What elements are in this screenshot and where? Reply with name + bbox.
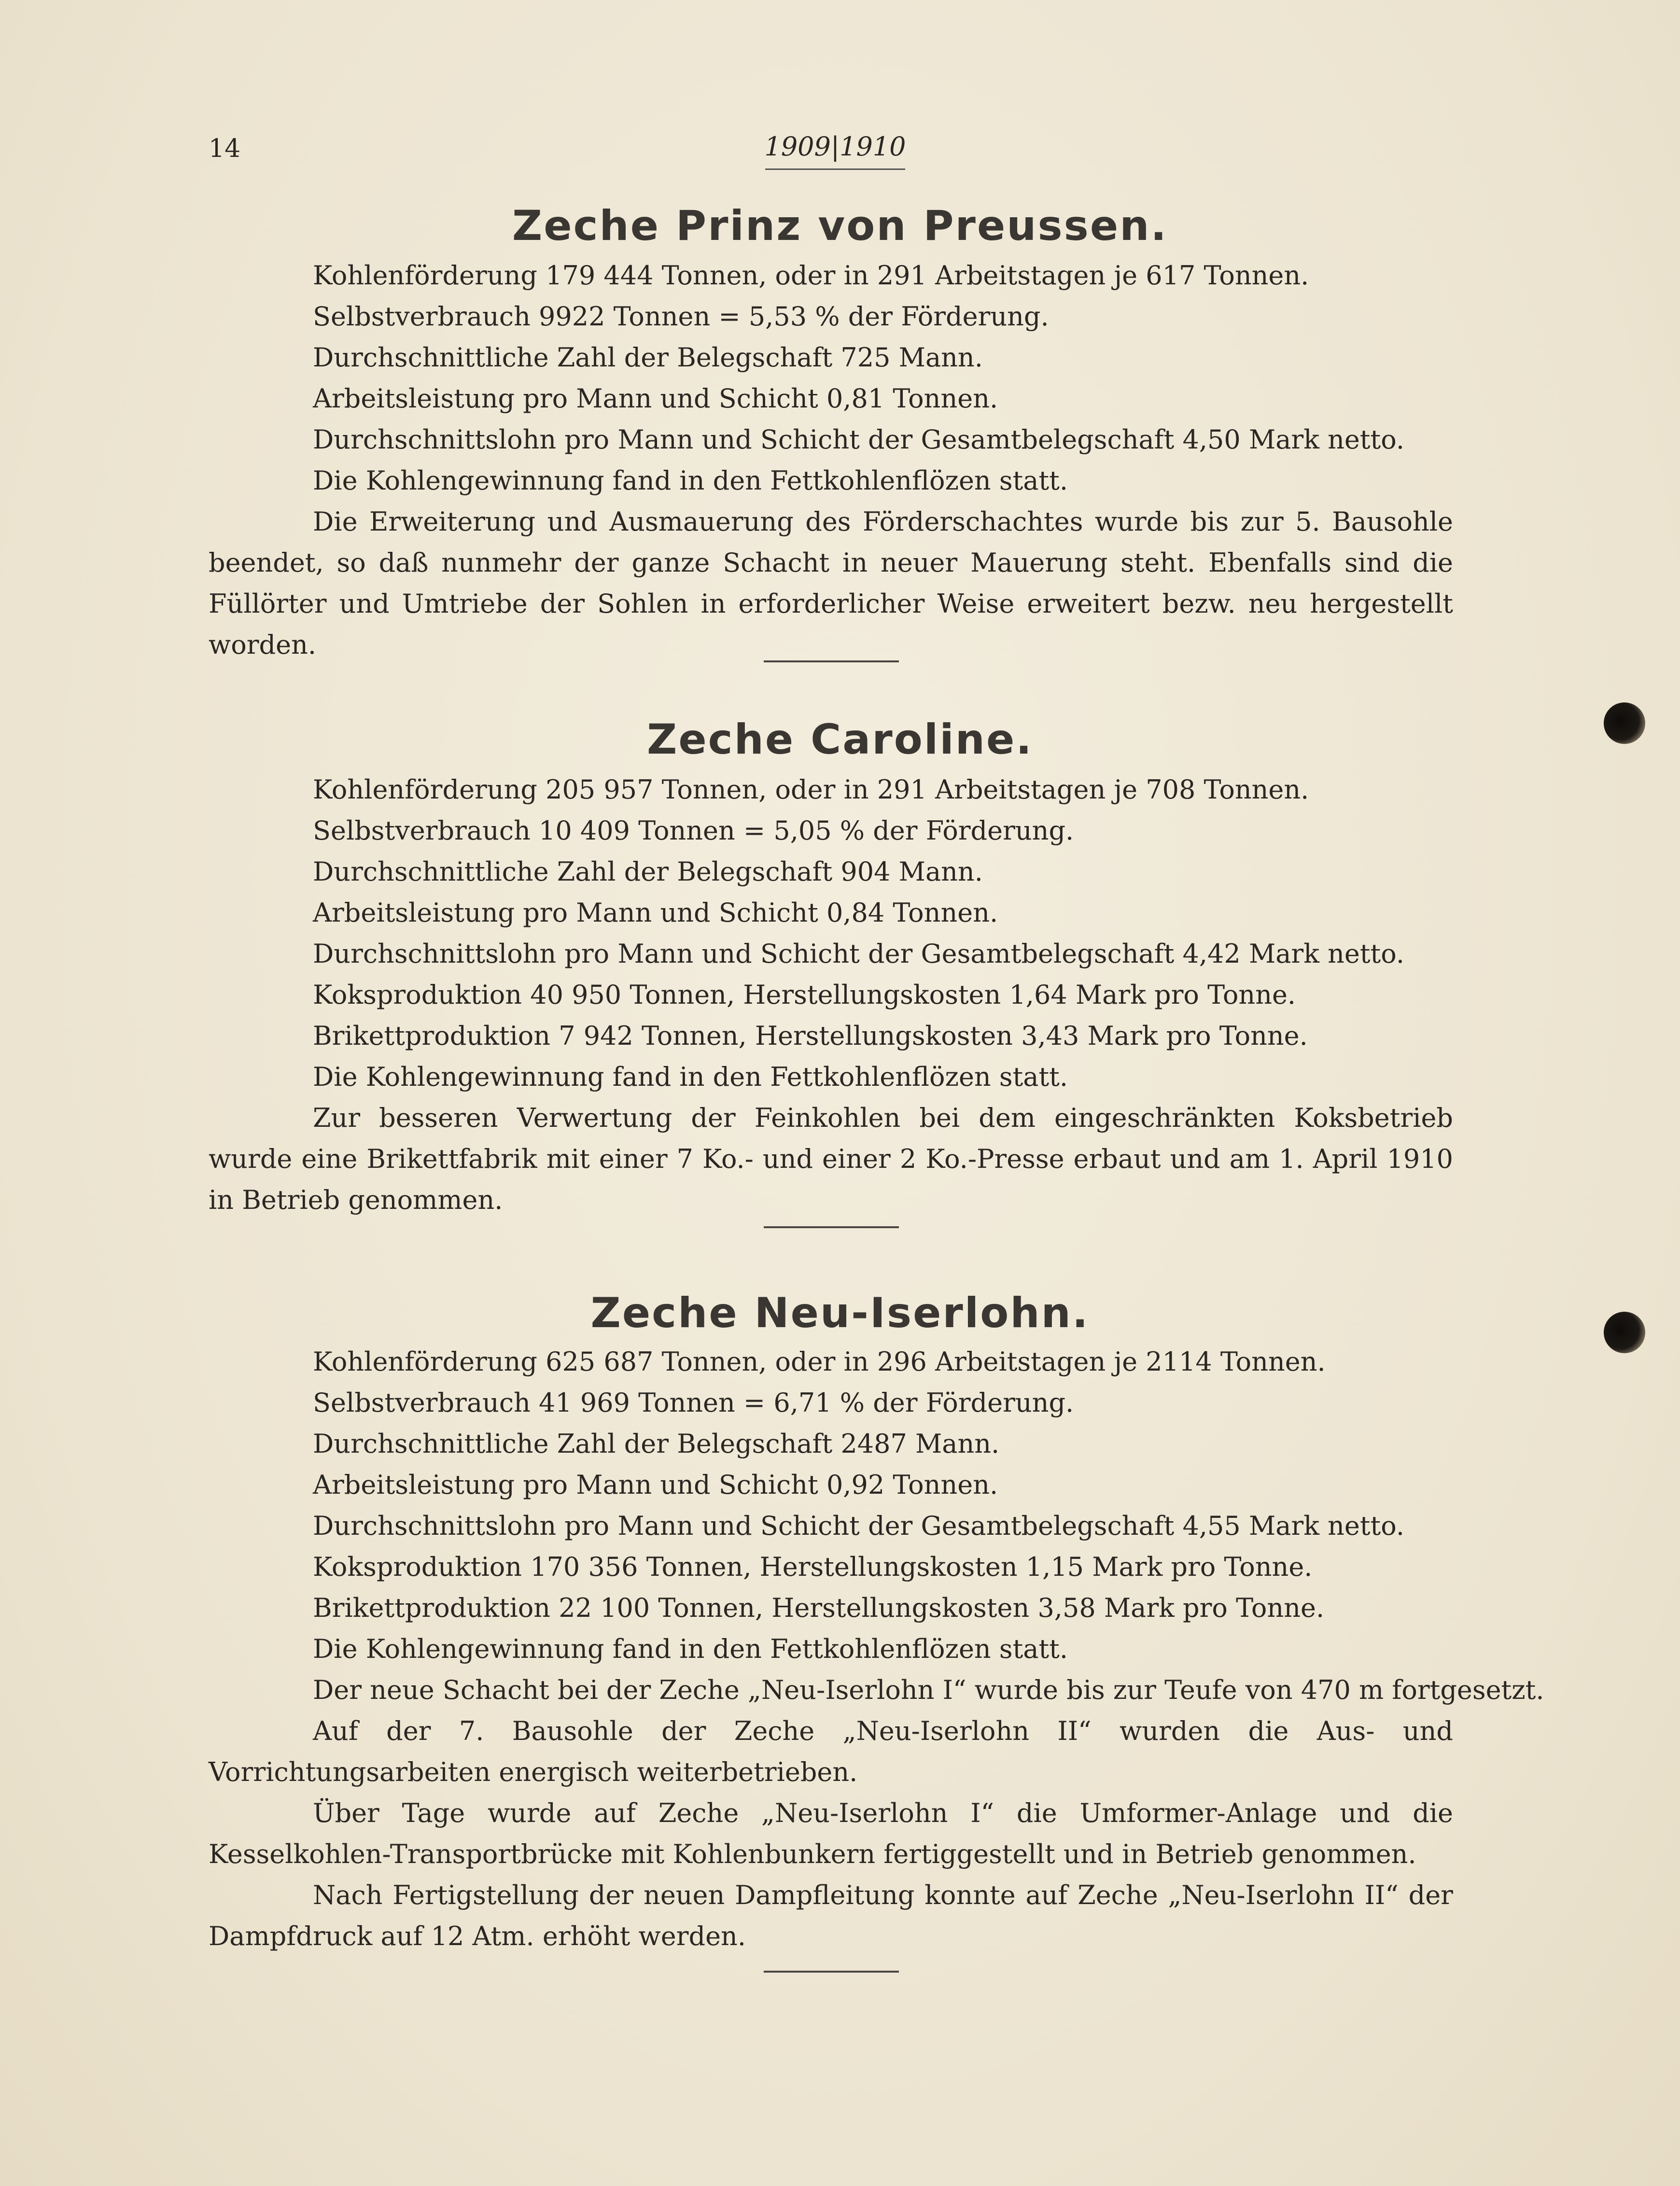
section-title-prinz-von-preussen: Zeche Prinz von Preussen.	[512, 202, 1168, 250]
line-kohlenfoerderung: Kohlenförderung 179 444 Tonnen, oder in 291 Arbeitstagen je 617 Tonnen.	[313, 260, 1309, 291]
line-selbstverbrauch: Selbstverbrauch 41 969 Tonnen = 6,71 % der Förderung.	[313, 1387, 1074, 1418]
line-koksproduktion: Koksproduktion 40 950 Tonnen, Herstellungskosten 1,64 Mark pro Tonne.	[313, 980, 1296, 1010]
paragraph: Auf der 7. Bausohle der Zeche „Neu-Iserlohn II“ wurden die Aus- und Vorrichtungsarbeiten energisch weiterbetrieben.	[209, 1716, 1453, 1787]
paragraph: Die Erweiterung und Ausmauerung des Förderschachtes wurde bis zur 5. Bausohle beendet, so daß nunmehr der ganze Schacht in neuer Mauerung steht. Ebenfalls sind die Füllörter und Umtriebe der Sohlen in erforderlicher Weise erweitert bezw. neu hergestellt worden.	[209, 506, 1453, 660]
section-body-prinz-von-preussen	[209, 255, 1453, 665]
line-durchschnittslohn: Durchschnittslohn pro Mann und Schicht der Gesamtbelegschaft 4,50 Mark netto.	[313, 424, 1404, 455]
paragraph: Nach Fertigstellung der neuen Dampfleitung konnte auf Zeche „Neu-Iserlohn II“ der Dampfdruck auf 12 Atm. erhöht werden.	[209, 1880, 1453, 1951]
line-belegschaft: Durchschnittliche Zahl der Belegschaft 904 Mann.	[313, 856, 983, 887]
punch-hole	[1604, 702, 1645, 744]
running-head-rule	[765, 168, 905, 170]
paragraph: Zur besseren Verwertung der Feinkohlen bei dem eingeschränkten Koksbetrieb wurde eine Brikettfabrik mit einer 7 Ko.- und einer 2 Ko.-Presse erbaut und am 1. April 1910 in Betrieb genommen.	[209, 1103, 1453, 1215]
line-brikettproduktion: Brikettproduktion 22 100 Tonnen, Herstellungskosten 3,58 Mark pro Tonne.	[313, 1593, 1325, 1623]
section-body-caroline	[209, 769, 1453, 1220]
punch-hole	[1604, 1312, 1645, 1353]
section-title-caroline: Zeche Caroline.	[647, 715, 1033, 764]
line-belegschaft: Durchschnittliche Zahl der Belegschaft 725 Mann.	[313, 342, 983, 373]
section-separator	[764, 1226, 899, 1228]
line-arbeitsleistung: Arbeitsleistung pro Mann und Schicht 0,92 Tonnen.	[313, 1470, 998, 1500]
page-number: 14	[209, 134, 241, 163]
paragraph: Über Tage wurde auf Zeche „Neu-Iserlohn I“ die Umformer-Anlage und die Kesselkohlen-Transportbrücke mit Kohlenbunkern fertiggestellt und in Betrieb genommen.	[209, 1798, 1453, 1869]
section-title-neu-iserlohn: Zeche Neu-Iserlohn.	[590, 1289, 1090, 1337]
line-brikettproduktion: Brikettproduktion 7 942 Tonnen, Herstellungskosten 3,43 Mark pro Tonne.	[313, 1021, 1308, 1051]
line-selbstverbrauch: Selbstverbrauch 10 409 Tonnen = 5,05 % der Förderung.	[313, 815, 1074, 846]
line-durchschnittslohn: Durchschnittslohn pro Mann und Schicht der Gesamtbelegschaft 4,42 Mark netto.	[313, 939, 1404, 969]
line-arbeitsleistung: Arbeitsleistung pro Mann und Schicht 0,84 Tonnen.	[313, 897, 998, 928]
line-durchschnittslohn: Durchschnittslohn pro Mann und Schicht der Gesamtbelegschaft 4,55 Mark netto.	[313, 1511, 1404, 1541]
section-body-neu-iserlohn	[209, 1341, 1544, 1957]
show-through-ghost-text	[724, 666, 738, 712]
section-separator	[764, 1971, 899, 1973]
line-neuer-schacht: Der neue Schacht bei der Zeche „Neu-Iserlohn I“ wurde bis zur Teufe von 470 m fortgesetzt.	[313, 1675, 1544, 1705]
line-selbstverbrauch: Selbstverbrauch 9922 Tonnen = 5,53 % der Förderung.	[313, 301, 1049, 332]
line-kohlengewinnung: Die Kohlengewinnung fand in den Fettkohlenflözen statt.	[313, 1062, 1068, 1092]
running-head: 1909|1910	[764, 131, 906, 162]
line-kohlenfoerderung: Kohlenförderung 205 957 Tonnen, oder in 291 Arbeitstagen je 708 Tonnen.	[313, 774, 1309, 805]
section-separator	[764, 660, 899, 662]
line-kohlengewinnung: Die Kohlengewinnung fand in den Fettkohlenflözen statt.	[313, 465, 1068, 496]
line-koksproduktion: Koksproduktion 170 356 Tonnen, Herstellungskosten 1,15 Mark pro Tonne.	[313, 1552, 1313, 1582]
line-belegschaft: Durchschnittliche Zahl der Belegschaft 2487 Mann.	[313, 1429, 1000, 1459]
line-arbeitsleistung: Arbeitsleistung pro Mann und Schicht 0,81 Tonnen.	[313, 383, 998, 414]
line-kohlenfoerderung: Kohlenförderung 625 687 Tonnen, oder in 296 Arbeitstagen je 2114 Tonnen.	[313, 1346, 1326, 1377]
line-kohlengewinnung: Die Kohlengewinnung fand in den Fettkohlenflözen statt.	[313, 1634, 1068, 1664]
